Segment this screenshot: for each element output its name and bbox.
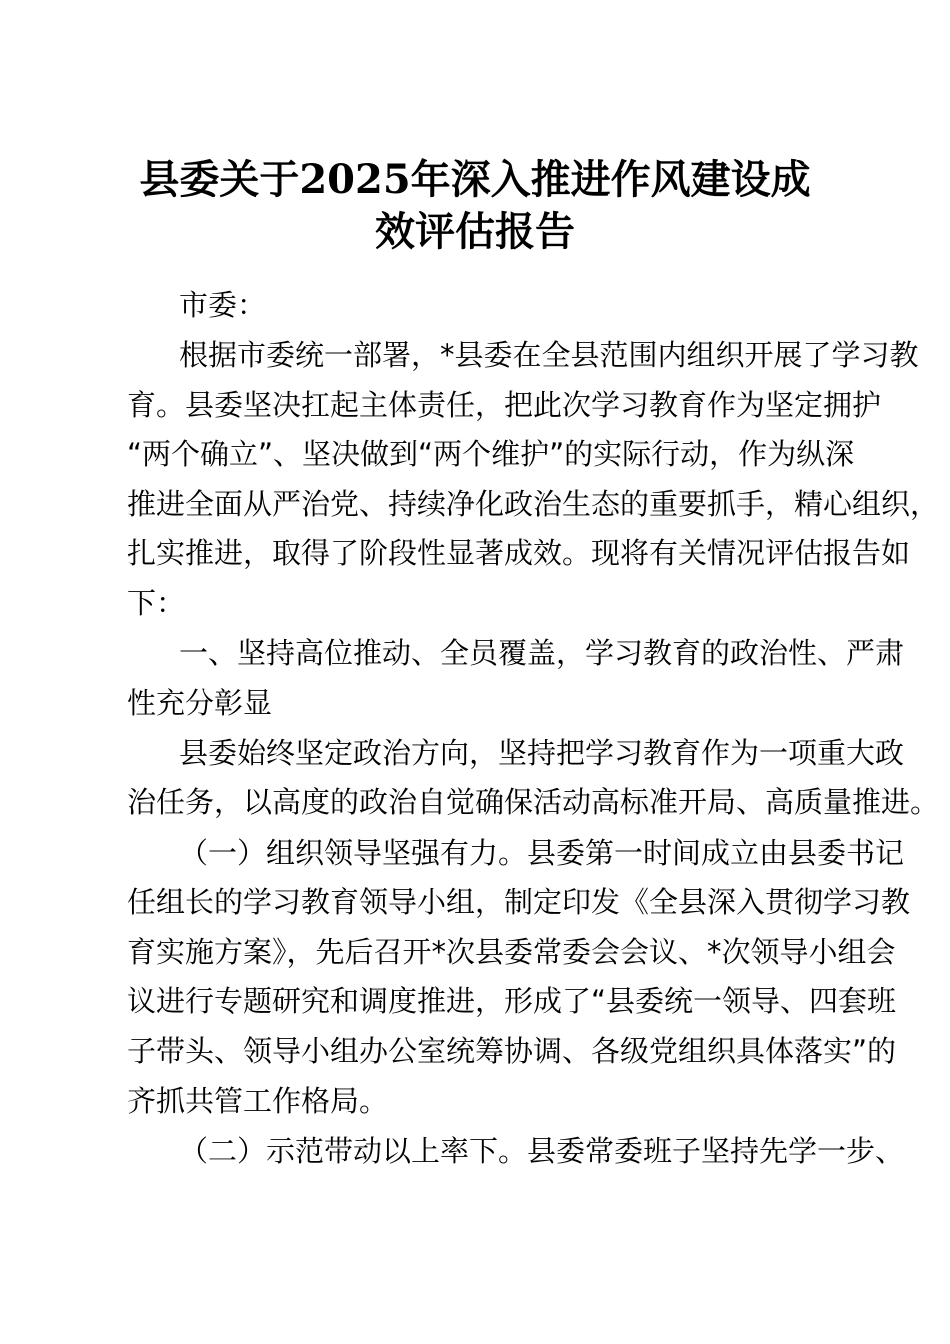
text-line: 县委始终坚定政治方向，坚持把学习教育作为一项重大政 xyxy=(179,735,905,770)
paragraph xyxy=(127,1127,905,1177)
text-line: 扎实推进，取得了阶段性显著成效。现将有关情况评估报告如 xyxy=(127,536,911,571)
text-line: 齐抓共管工作格局。 xyxy=(127,1083,389,1118)
text-line: 根据市委统一部署，*县委在全县范围内组织开展了学习教 xyxy=(179,338,919,373)
text-line: 性充分彰显 xyxy=(127,685,273,720)
text-line: 子带头、领导小组办公室统筹协调、各级党组织具体落实”的 xyxy=(127,1033,897,1068)
text-line: （二）示范带动以上率下。县委常委班子坚持先学一步、 xyxy=(179,1133,905,1168)
text-line: 市委： xyxy=(179,288,267,322)
text-line: 下： xyxy=(127,586,186,621)
text-line: 一、坚持高位推动、全员覆盖，学习教育的政治性、严肃 xyxy=(179,636,905,671)
paragraph xyxy=(127,331,940,629)
text-line: 议进行专题研究和调度推进，形成了“县委统一领导、四套班 xyxy=(127,984,897,1019)
paragraph xyxy=(127,729,940,828)
salutation xyxy=(127,281,831,331)
paragraph xyxy=(127,829,911,1127)
text-line: （一）组织领导坚强有力。县委第一时间成立由县委书记 xyxy=(179,835,905,870)
title-line-2: 效评估报告 xyxy=(375,208,575,255)
text-line: 育。县委坚决扛起主体责任，把此次学习教育作为坚定拥护 xyxy=(127,387,882,422)
text-line: “两个确立”、坚决做到“两个维护”的实际行动，作为纵深 xyxy=(127,437,855,472)
text-line: 任组长的学习教育领导小组，制定印发《全县深入贯彻学习教 xyxy=(127,885,911,920)
document-body xyxy=(127,281,940,1176)
document-title xyxy=(0,154,950,258)
text-line: 育实施方案》，先后召开*次县委常委会会议、*次领导小组会 xyxy=(127,934,896,969)
section-heading xyxy=(127,629,905,728)
text-line: 推进全面从严治党、持续净化政治生态的重要抓手，精心组织， xyxy=(127,486,940,521)
title-line-1: 县委关于2025年深入推进作风建设成 xyxy=(139,156,811,203)
text-line: 治任务，以高度的政治自觉确保活动高标准开局、高质量推进。 xyxy=(127,785,940,820)
